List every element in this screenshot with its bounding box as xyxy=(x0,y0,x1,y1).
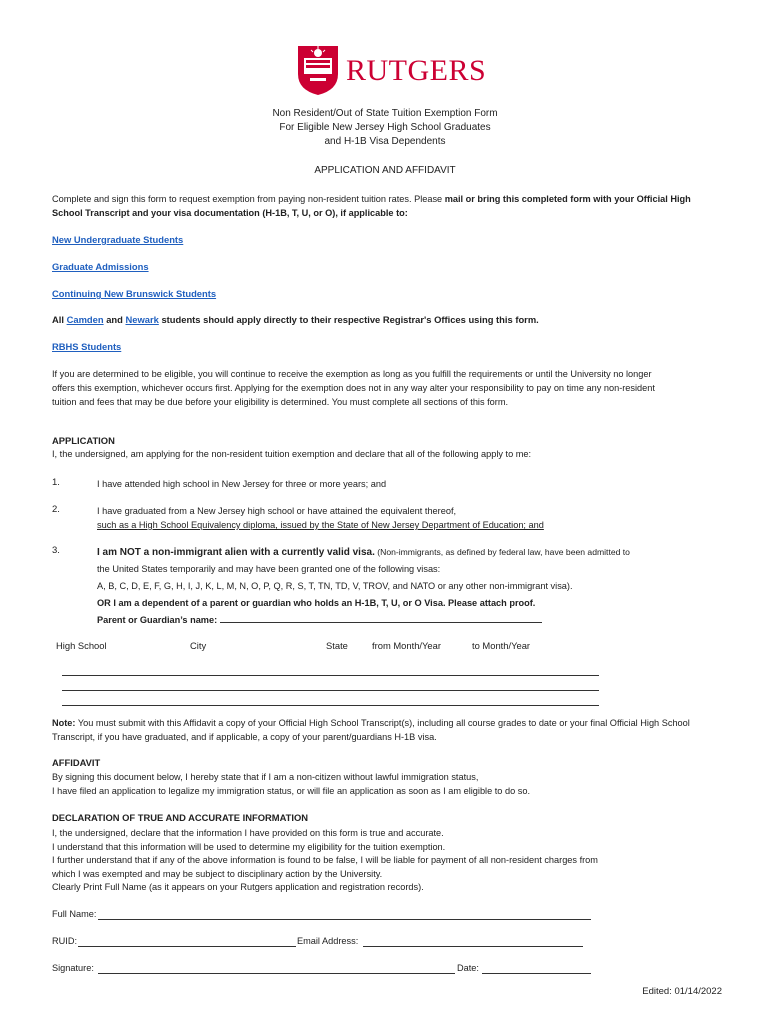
camden-line-rest: students should apply directly to their respective Registrar's Offices using this form. xyxy=(158,314,539,325)
col-city: City xyxy=(190,640,207,651)
item-2-text-continued: such as a High School Equivalency diploma, issued by the State of New Jersey Department of Education; and xyxy=(97,520,544,530)
school-entry-line-3[interactable] xyxy=(62,705,599,706)
eligibility-paragraph: If you are determined to be eligible, you will continue to receive the exemption as long as you fulfill the requirements or until the University no longer offers this exemption, whichever occurs first. Applying for the exemption does not in any way alter your responsibility to pay on time any non-resident tuition and fees that may be due before your eligibility is determined. You must complete all sections of this form. xyxy=(52,369,655,407)
edited-date: Edited: 01/14/2022 xyxy=(642,986,722,997)
ruid-field[interactable] xyxy=(78,946,296,947)
date-label: Date: xyxy=(457,963,479,973)
note-label: Note: xyxy=(52,718,76,728)
rutgers-logo xyxy=(296,44,487,98)
item-3-line-3: A, B, C, D, E, F, G, H, I, J, K, L, M, N, O, P, Q, R, S, T, TN, TD, V, TROV, and NATO or any other non-immigrant visa). xyxy=(97,581,573,591)
link-graduate-admissions[interactable]: Graduate Admissions xyxy=(52,261,149,272)
intro-bold: mail or bring this completed form with your Official High School Transcript and your visa documentation (H-1B, T, U, or O), if applicable to: xyxy=(52,194,691,218)
signature-label: Signature: xyxy=(52,963,94,973)
school-entry-line-2[interactable] xyxy=(62,690,599,691)
affidavit-line-2: I have filed an application to legalize my immigration status, or will file an application as soon as I am eligible to do so. xyxy=(52,786,531,796)
email-field[interactable] xyxy=(363,946,583,947)
item-3-text: (Non-immigrants, as defined by federal law, have been admitted to xyxy=(374,547,630,557)
logo-wordmark: RUTGERS xyxy=(346,54,487,87)
item-2-number: 2. xyxy=(52,504,60,515)
item-3-line-2: the United States temporarily and may have been granted one of the following visas: xyxy=(97,564,441,574)
camden-newark-line xyxy=(52,314,539,325)
rutgers-shield-icon xyxy=(296,44,340,96)
item-3-line-1 xyxy=(97,545,630,560)
declaration-line-4: which I was exempted and may be subject to disciplinary action by the University. xyxy=(52,869,383,879)
col-from-month-year: from Month/Year xyxy=(372,640,441,651)
section-title: APPLICATION AND AFFIDAVIT xyxy=(314,165,456,176)
link-new-undergraduate[interactable]: New Undergraduate Students xyxy=(52,234,184,245)
item-3-number: 3. xyxy=(52,545,60,556)
guardian-name-label: Parent or Guardian’s name: xyxy=(97,615,218,625)
declaration-line-2: I understand that this information will be used to determine my eligibility for the tuition exemption. xyxy=(52,842,446,852)
declaration-line-5: Clearly Print Full Name (as it appears on your Rutgers application and registration records). xyxy=(52,882,424,892)
signature-field[interactable] xyxy=(98,973,455,974)
item-1-number: 1. xyxy=(52,477,60,488)
full-name-field[interactable] xyxy=(98,919,591,920)
item-1-text: I have attended high school in New Jersey for three or more years; and xyxy=(97,479,387,489)
application-statement: I, the undersigned, am applying for the non-resident tuition exemption and declare that all of the following apply to me: xyxy=(52,449,532,459)
item-3-or-line: OR I am a dependent of a parent or guardian who holds an H-1B, T, U, or O Visa. Please attach proof. xyxy=(97,598,536,608)
declaration-line-3: I further understand that if any of the above information is found to be false, I will be liable for payment of all non-resident charges from xyxy=(52,855,598,865)
camden-line-and: and xyxy=(103,314,126,325)
affidavit-line-1: By signing this document below, I hereby state that if I am a non-citizen without lawful immigration status, xyxy=(52,772,479,782)
link-newark[interactable]: Newark xyxy=(125,314,159,325)
intro-plain: Complete and sign this form to request exemption from paying non-resident tuition rates. Please xyxy=(52,194,445,204)
full-name-label: Full Name: xyxy=(52,909,97,919)
col-state: State xyxy=(326,640,348,651)
link-continuing-nb[interactable]: Continuing New Brunswick Students xyxy=(52,288,217,299)
declaration-heading: DECLARATION OF TRUE AND ACCURATE INFORMATION xyxy=(52,812,309,823)
item-3-bold: I am NOT a non-immigrant alien with a currently valid visa. xyxy=(97,547,375,558)
note-text: You must submit with this Affidavit a copy of your Official High School Transcript(s), including all course grades to date or your final Official High School Transcript, if you have graduated, and if applicable, a copy of your parent/guardians H-1B visa. xyxy=(52,718,690,742)
form-subtitle-2: and H-1B Visa Dependents xyxy=(324,136,446,147)
ruid-label: RUID: xyxy=(52,936,78,946)
school-entry-line-1[interactable] xyxy=(62,675,599,676)
link-camden[interactable]: Camden xyxy=(66,314,104,325)
date-field[interactable] xyxy=(482,973,591,974)
col-to-month-year: to Month/Year xyxy=(472,640,531,651)
declaration-line-1: I, the undersigned, declare that the information I have provided on this form is true and accurate. xyxy=(52,828,444,838)
application-heading: APPLICATION xyxy=(52,435,115,446)
form-title: Non Resident/Out of State Tuition Exemption Form xyxy=(272,108,498,119)
email-label: Email Address: xyxy=(297,936,359,946)
guardian-name-field[interactable] xyxy=(220,612,542,623)
item-2-text: I have graduated from a New Jersey high school or have attained the equivalent thereof, xyxy=(97,506,457,516)
note-paragraph xyxy=(52,716,720,744)
link-rbhs[interactable]: RBHS Students xyxy=(52,341,122,352)
form-subtitle: For Eligible New Jersey High School Graduates xyxy=(279,122,491,133)
affidavit-heading: AFFIDAVIT xyxy=(52,757,101,768)
col-high-school: High School xyxy=(56,640,107,651)
camden-line-prefix: All xyxy=(52,314,67,325)
intro-paragraph xyxy=(52,192,722,220)
guardian-name-row xyxy=(97,612,542,627)
